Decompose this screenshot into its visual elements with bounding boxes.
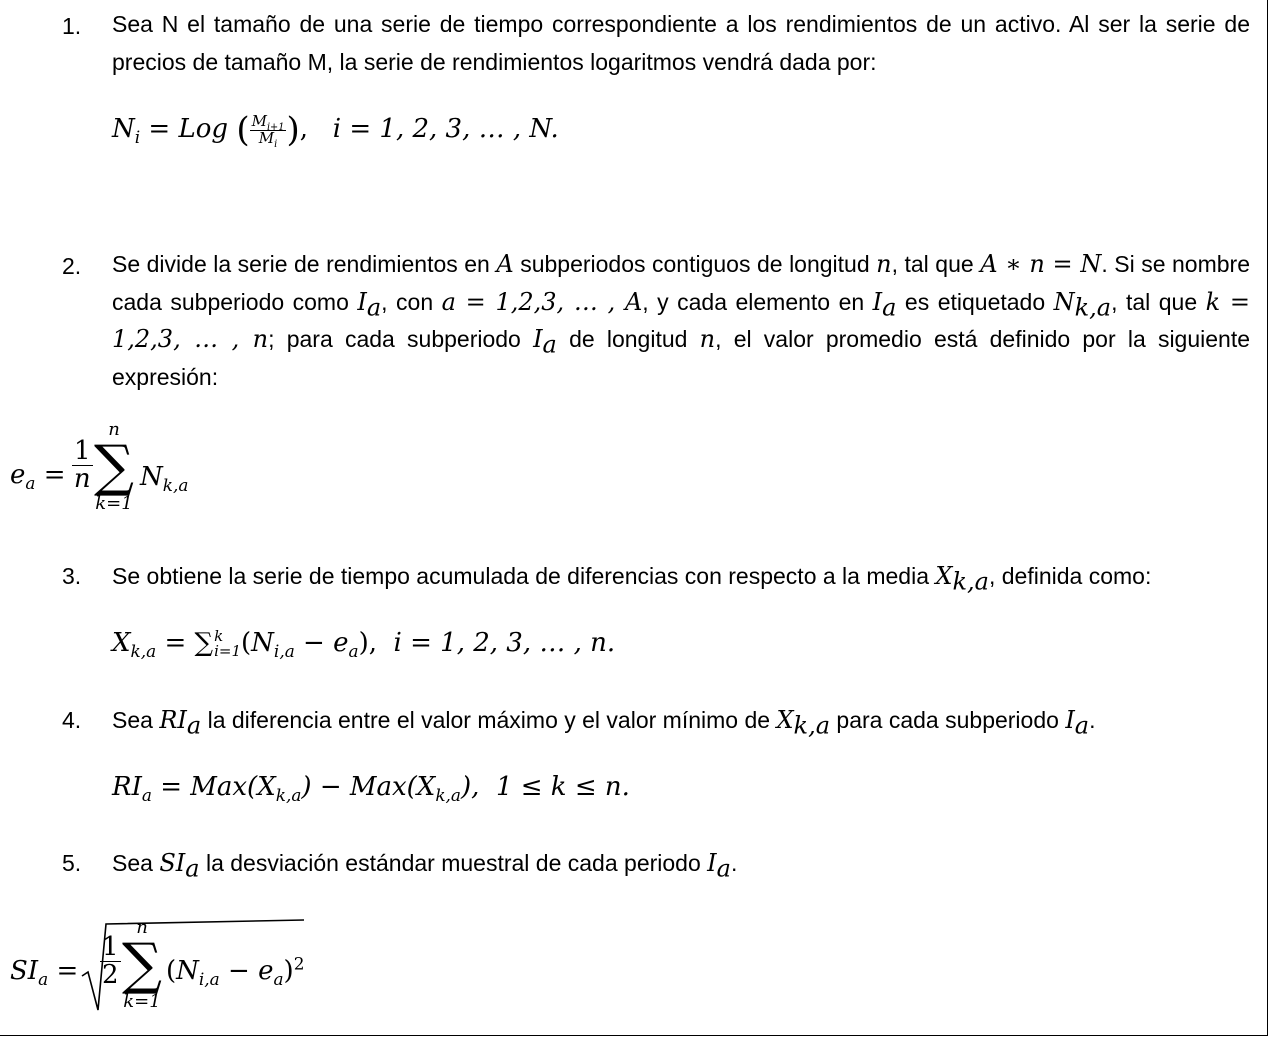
formula-sd-fraction: $\frac{1}{2}$ <box>102 932 119 991</box>
formula-1-lhs-sub: i <box>134 127 141 148</box>
item-number-5: 5. <box>62 850 82 876</box>
formula-mean-fraction: $\frac{1}{n}$ <box>73 436 91 495</box>
item-text-4: Sea $RI_a$ la diferencia entre el valor máximo y el valor mínimo de $X_{k,a}$ para cada subperiodo $I_a$. <box>112 706 1096 740</box>
formula-mean-lhs: $e_a$ = <box>10 460 66 494</box>
item-number-2: 2. <box>62 253 82 279</box>
formula-returns: $N_i$ = Log ( $\frac{M_{i+1}}{M_i}$ ), i = 1, 2, 3, … , N. <box>112 110 559 150</box>
item-text-2: Se divide la serie de rendimientos en A subperiodos contiguos de longitud n, tal que A ∗ n = N. Si se nombre cada subperiodo como $I_a$, con a = 1,2,3, … , A, y cada elemento en $I_a$ es etiquetado $N_{k,a}$, tal que k = 1,2,3, … , n; para cada subperiodo $I_a$ de longitud n, el valor promedio está definido por la siguiente expresión: <box>112 250 1251 390</box>
item-number-4: 4. <box>62 707 82 733</box>
item-text-5: Sea $SI_a$ la desviación estándar muestral de cada periodo $I_a$. <box>112 849 738 883</box>
formula-1-fraction <box>250 111 287 150</box>
formula-mean-sum: n ∑ k=1 <box>94 419 134 514</box>
formula-1-domain: i = 1, 2, 3, … , N. <box>332 114 559 144</box>
item-text-3: Se obtiene la serie de tiempo acumulada de diferencias con respecto a la media $X_{k,a}$, definida como: <box>112 562 1152 596</box>
formula-1-lhs: N <box>112 114 135 144</box>
formula-sd-sum: n ∑ k=1 <box>122 917 162 1012</box>
formula-1-func: Log <box>178 114 229 144</box>
formula-1-eq: = <box>148 114 171 144</box>
formula-sd-lhs: $SI_a$ = <box>10 956 79 990</box>
formula-1-den: M <box>258 128 275 147</box>
formula-1-den-sub: i <box>274 138 278 150</box>
formula-cumulative: $X_{k,a}$ = ∑ k i=1 $(N_{i,a} - e_a)$, i = 1, 2, 3, … , n. <box>112 627 616 662</box>
formula-range: $RI_a = Max(X_{k,a}) - Max(X_{k,a})$, 1 ≤ k ≤ n. <box>112 772 630 806</box>
formula-mean-term: $N_{k,a}$ <box>140 462 189 496</box>
item-number-3: 3. <box>62 563 82 589</box>
formula-1-num: M <box>251 111 267 130</box>
item-number-1: 1. <box>62 13 82 39</box>
item-text-1: Sea N el tamaño de una serie de tiempo correspondiente a los rendimientos de un activo. Al ser la serie de precios de tamaño M, la serie de rendimientos logaritmos vendrá dada por: <box>112 11 1250 75</box>
formula-1-num-sub: i+1 <box>266 121 285 133</box>
formula-sd-term: $(N_{i,a} - e_a)^2$ <box>166 953 305 990</box>
